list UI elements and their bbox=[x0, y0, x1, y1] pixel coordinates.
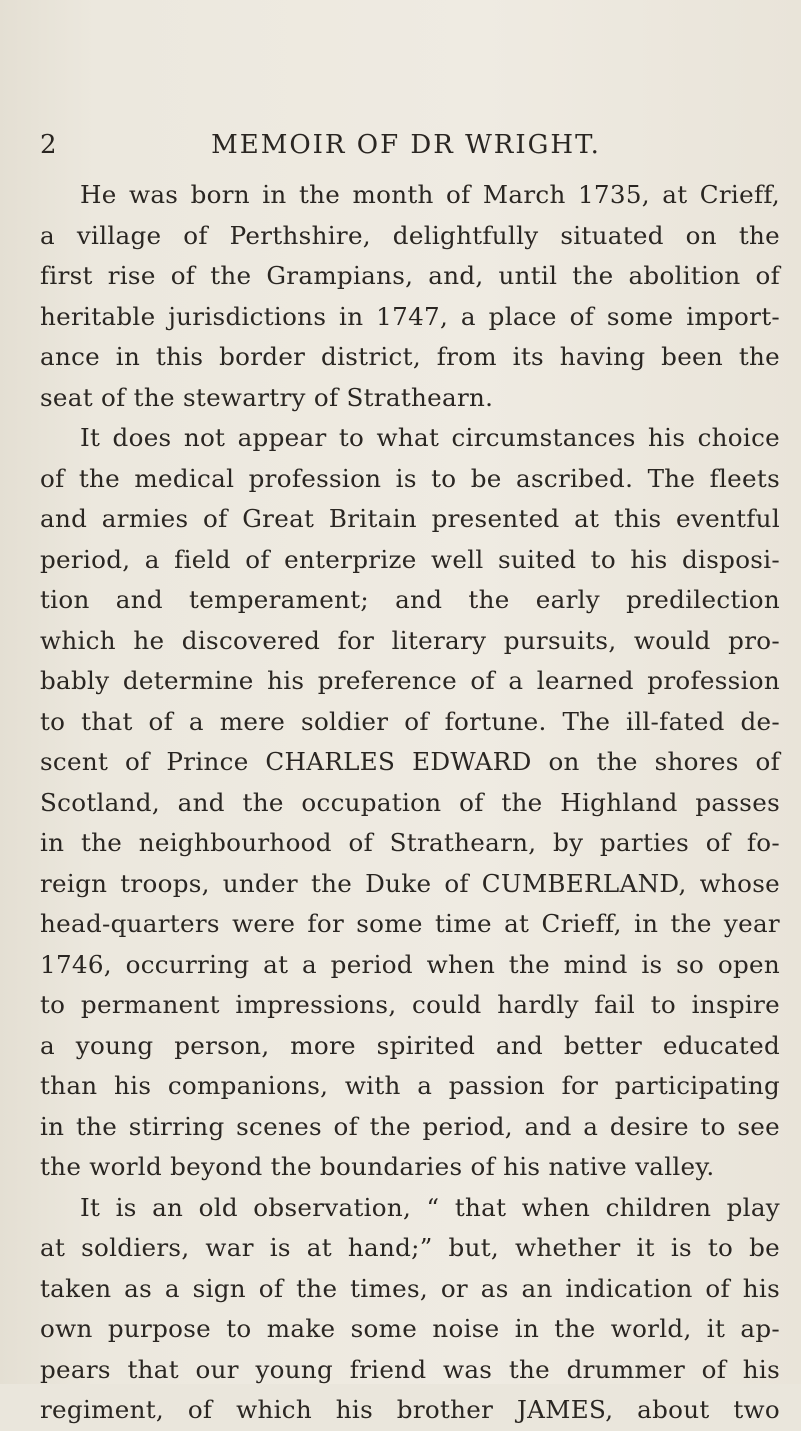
text-line: taken as a sign of the times, or as an indication of his bbox=[40, 1273, 780, 1303]
text-line: regiment, of which his brother JAMES, about two bbox=[40, 1395, 780, 1424]
text-line: 1746, occurring at a period when the mind is so open bbox=[40, 949, 780, 979]
text-line: the world beyond the boundaries of his native valley. bbox=[40, 1152, 715, 1181]
text-line: which he discovered for literary pursuits, would pro- bbox=[40, 625, 780, 655]
text-line: and armies of Great Britain presented at this eventful bbox=[40, 504, 780, 533]
text-line: He was born in the month of March 1735, at Crieff, bbox=[80, 180, 780, 209]
text-line: a young person, more spirited and better educated bbox=[40, 1030, 780, 1060]
body-text bbox=[40, 175, 780, 1431]
text-line: in the stirring scenes of the period, and a desire to see bbox=[40, 1111, 780, 1141]
text-line: bably determine his preference of a learned profession bbox=[40, 666, 780, 695]
text-line: period, a field of enterprize well suited to his disposi- bbox=[40, 544, 780, 574]
text-line: own purpose to make some noise in the world, it ap- bbox=[40, 1314, 780, 1343]
text-line: head-quarters were for some time at Crieff, in the year bbox=[40, 909, 780, 938]
text-line: in the neighbourhood of Strathearn, by parties of fo- bbox=[40, 828, 780, 857]
text-line: tion and temperament; and the early predilection bbox=[40, 585, 780, 614]
text-line: to permanent impressions, could hardly fail to inspire bbox=[40, 990, 780, 1019]
page-number: 2 bbox=[40, 130, 57, 160]
text-line: scent of Prince CHARLES EDWARD on the shores of bbox=[40, 747, 780, 776]
text-line: first rise of the Grampians, and, until the abolition of bbox=[40, 261, 780, 290]
text-line: seat of the stewartry of Strathearn. bbox=[40, 382, 494, 412]
text-line: It is an old observation, “ that when children play bbox=[80, 1192, 780, 1222]
page-header bbox=[40, 128, 780, 168]
text-line: Scotland, and the occupation of the Highland passes bbox=[40, 787, 780, 817]
text-line: pears that our young friend was the drummer of his bbox=[40, 1354, 780, 1384]
text-line: a village of Perthshire, delightfully situated on the bbox=[40, 220, 780, 250]
text-line: ance in this border district, from its having been the bbox=[40, 342, 780, 371]
text-line: heritable jurisdictions in 1747, a place of some import- bbox=[40, 301, 780, 331]
text-line: at soldiers, war is at hand;” but, whether it is to be bbox=[40, 1233, 780, 1262]
text-line: reign troops, under the Duke of CUMBERLAND, whose bbox=[40, 868, 780, 898]
text-line: to that of a mere soldier of fortune. The ill-fated de- bbox=[40, 706, 780, 736]
text-line: It does not appear to what circumstances his choice bbox=[80, 423, 780, 452]
running-head: MEMOIR OF DR WRIGHT. bbox=[211, 130, 601, 160]
text-line: than his companions, with a passion for participating bbox=[40, 1071, 780, 1100]
text-line: of the medical profession is to be ascribed. The fleets bbox=[40, 463, 780, 493]
